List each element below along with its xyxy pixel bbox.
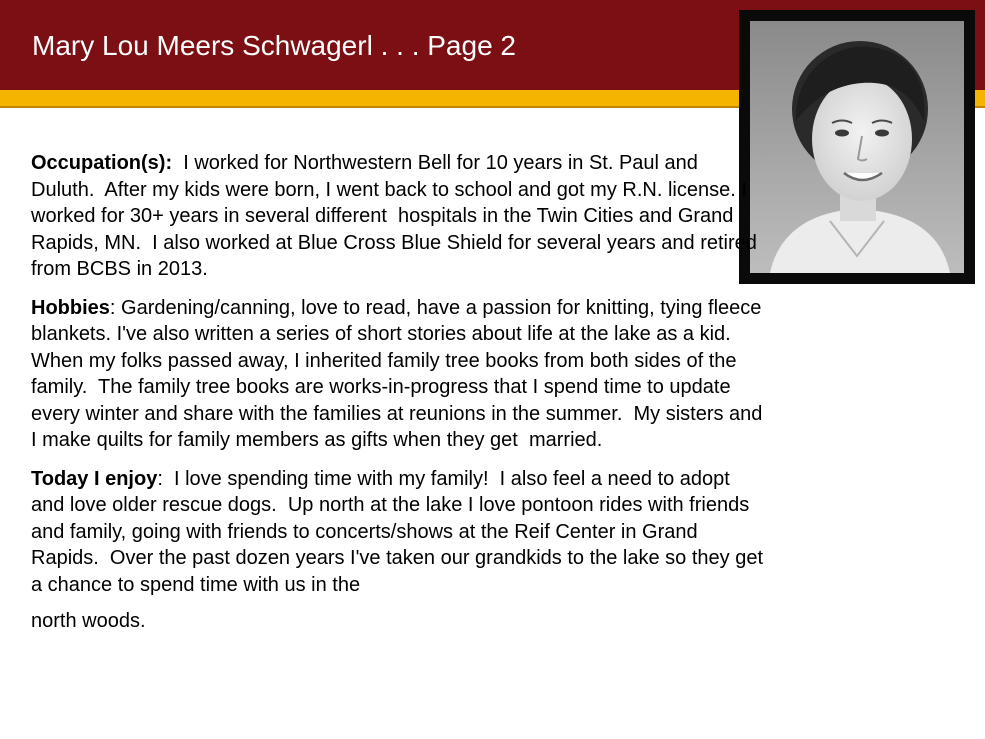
occupation-text: I worked for Northwestern Bell for 10 years in St. Paul and Duluth. After my kids were born, I went back to school and got my R.N. license. I worked for 30+ years in several different hospitals in the Twin Cities and Grand Rapids, MN. I also worked at Blue Cross Blue Shield for several years and retired from BCBS in 2013. <box>31 152 763 280</box>
today-paragraph <box>31 466 769 599</box>
today-text: : I love spending time with my family! I also feel a need to adopt and love older rescue dogs. Up north at the lake I love pontoon rides with friends and family, going with friends to concerts/shows at the Reif Center in Grand Rapids. Over the past dozen years I've taken our grandkids to the lake so they get a chance to spend time with us in the <box>31 467 769 596</box>
hobbies-text: : Gardening/canning, love to read, have a passion for knitting, tying fleece blankets. I've also written a series of short stories about life at the lake as a kid. When my folks passed away, I inherited family tree books from both sides of the family. The family tree books are works-in-progress that I spend time to update every winter and share with the families at reunions in the summer. My sisters and I make quilts for family members as gifts when they get married. <box>31 296 768 451</box>
photo-frame <box>739 10 975 284</box>
page-title: Mary Lou Meers Schwagerl . . . Page 2 <box>32 30 516 61</box>
today-label: Today I enjoy <box>31 467 158 490</box>
occupation-paragraph <box>31 150 766 283</box>
today-last-line: north woods. <box>31 610 146 632</box>
occupation-label: Occupation(s): <box>31 152 173 174</box>
portrait-photo <box>750 21 964 273</box>
bio-content <box>31 150 769 647</box>
hobbies-label: Hobbies <box>31 296 110 319</box>
hobbies-paragraph <box>31 295 766 454</box>
